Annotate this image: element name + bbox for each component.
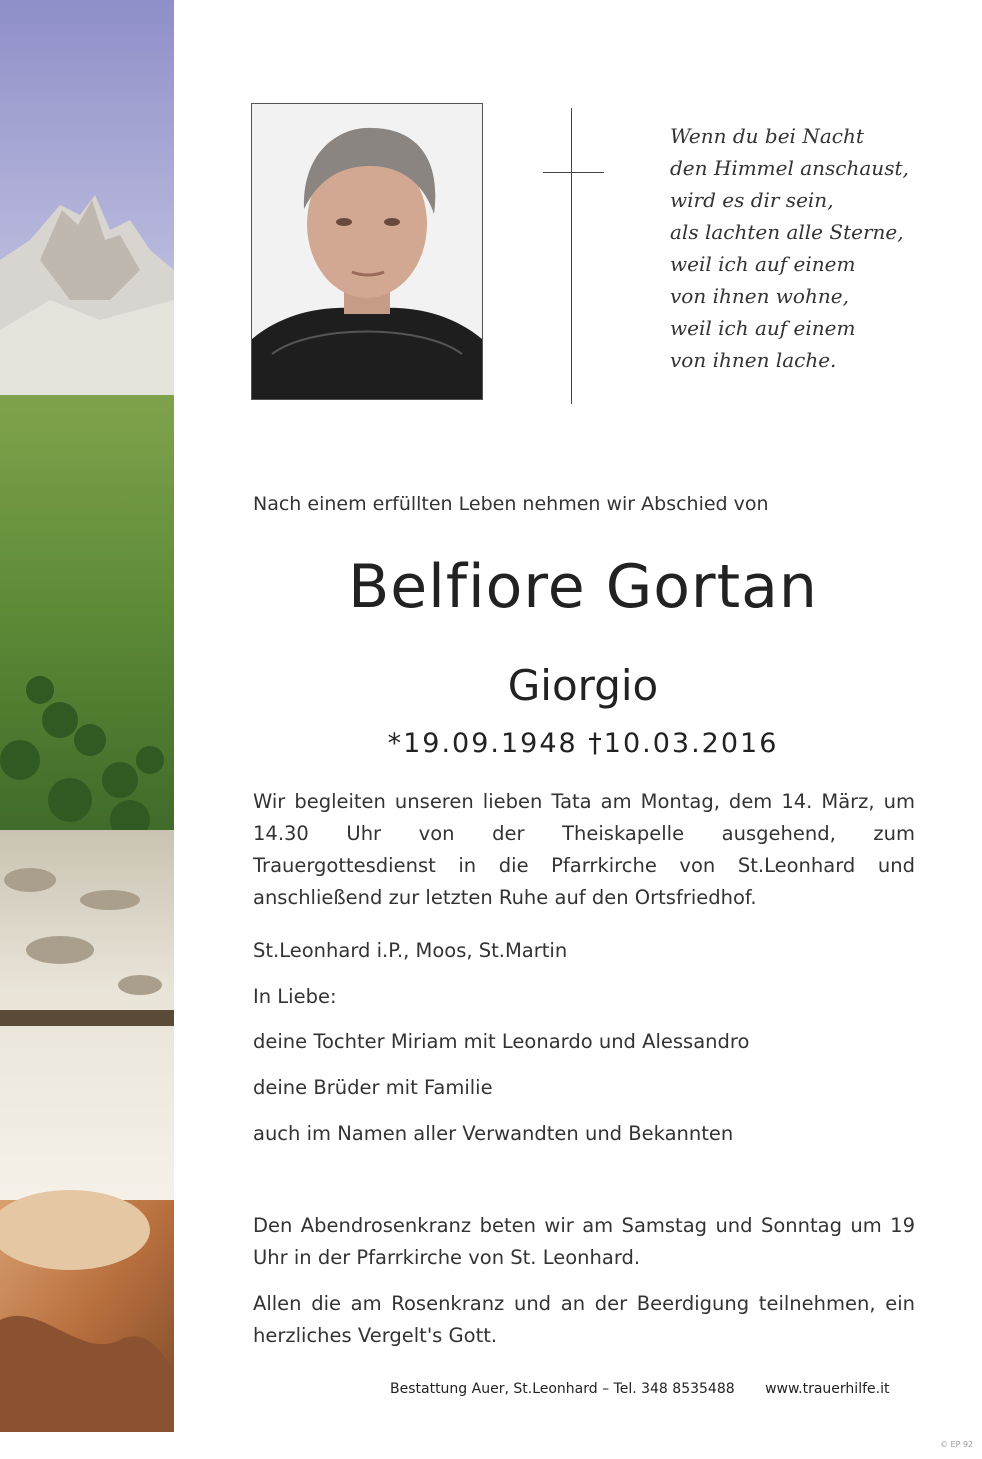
mourner-line: deine Tochter Miriam mit Leonardo und Alessandro <box>253 1030 750 1053</box>
corner-code: © EP 92 <box>940 1440 974 1449</box>
thanks-paragraph: Allen die am Rosenkranz und an der Beerdigung teilnehmen, ein herzliches Vergelt's Gott. <box>253 1292 915 1347</box>
funeral-home-contact: Bestattung Auer, St.Leonhard – Tel. 348 8535488 <box>390 1381 735 1397</box>
poem-line: weil ich auf einem <box>670 316 856 340</box>
funeral-paragraph: Wir begleiten unseren lieben Tata am Montag, dem 14. März, um 14.30 Uhr von der Theiskapelle ausgehend, zum Trauergottesdienst in die Pfarrkirche von St.Leonhard und anschließend zur letzten Ruhe auf den Ortsfriedhof. <box>253 790 915 909</box>
deceased-name: Belfiore Gortan <box>348 552 818 622</box>
poem-line: wird es dir sein, <box>670 188 834 212</box>
places-line: St.Leonhard i.P., Moos, St.Martin <box>253 939 568 962</box>
mourner-line: auch im Namen aller Verwandten und Bekannten <box>253 1122 734 1145</box>
mountain-landscape-image <box>0 0 174 1432</box>
landscape-strip <box>0 0 174 1432</box>
website-text: www.trauerhilfe.it <box>765 1381 890 1397</box>
cross-vertical-bar <box>571 108 572 404</box>
cross-horizontal-bar <box>543 172 604 173</box>
intro-text: Nach einem erfüllten Leben nehmen wir Abschied von <box>253 493 769 515</box>
poem-line: von ihnen wohne, <box>670 284 849 308</box>
life-dates: *19.09.1948 †10.03.2016 <box>387 728 779 759</box>
poem-line: als lachten alle Sterne, <box>670 220 904 244</box>
deceased-nickname: Giorgio <box>507 661 659 710</box>
in-love-line: In Liebe: <box>253 985 337 1008</box>
portrait-image <box>252 104 482 399</box>
rosary-paragraph: Den Abendrosenkranz beten wir am Samstag und Sonntag um 19 Uhr in der Pfarrkirche von St. Leonhard. <box>253 1214 915 1269</box>
poem-line: von ihnen lache. <box>670 348 837 372</box>
poem-line: den Himmel anschaust, <box>670 156 909 180</box>
poem-line: weil ich auf einem <box>670 252 856 276</box>
poem <box>670 120 960 376</box>
poem-line: Wenn du bei Nacht <box>670 124 864 148</box>
portrait-photo <box>251 103 483 400</box>
footer <box>390 1378 930 1400</box>
mourner-line: deine Brüder mit Familie <box>253 1076 493 1099</box>
